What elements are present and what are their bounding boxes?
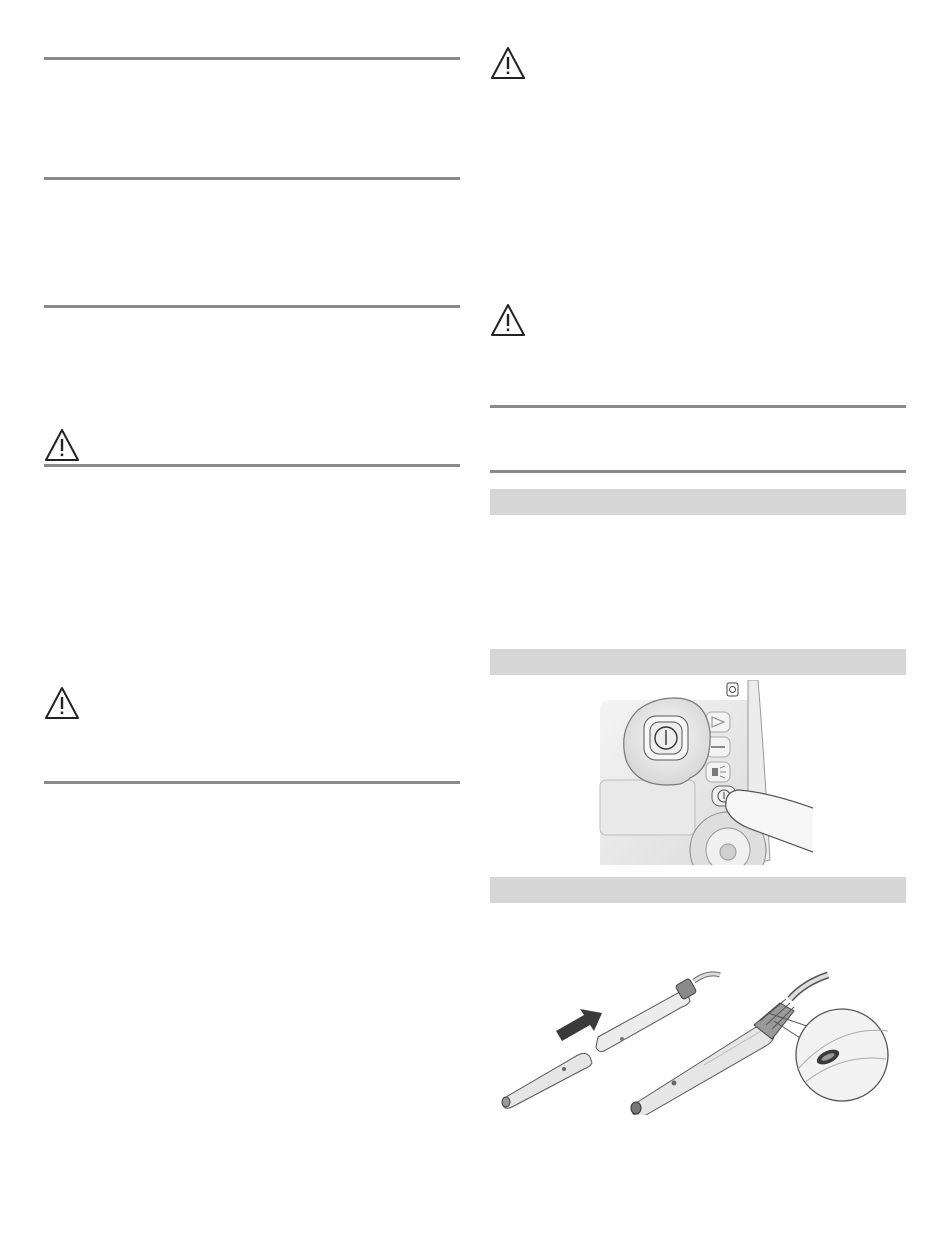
- handpiece-tip: [502, 1053, 592, 1108]
- section-bar: [490, 649, 906, 675]
- warning-icon: [490, 46, 526, 80]
- section-bar: [490, 489, 906, 515]
- section-rule: [490, 470, 906, 473]
- section-rule: [44, 464, 460, 467]
- section-rule: [44, 177, 460, 180]
- section-rule: [44, 305, 460, 308]
- power-icon: [727, 683, 738, 696]
- section-rule: [44, 781, 460, 784]
- insert-arrow-icon: [556, 1009, 602, 1041]
- handpiece-body: [596, 974, 720, 1052]
- warning-icon: [44, 428, 80, 462]
- control-panel-illustration: [598, 680, 813, 865]
- handpiece-illustration: [498, 965, 898, 1115]
- magnifier-detail: [796, 1009, 888, 1101]
- light-icon: [706, 762, 730, 782]
- warning-icon: [490, 303, 526, 337]
- warning-icon: [44, 686, 80, 720]
- section-bar: [490, 877, 906, 903]
- section-rule: [44, 57, 460, 60]
- section-rule: [490, 405, 906, 408]
